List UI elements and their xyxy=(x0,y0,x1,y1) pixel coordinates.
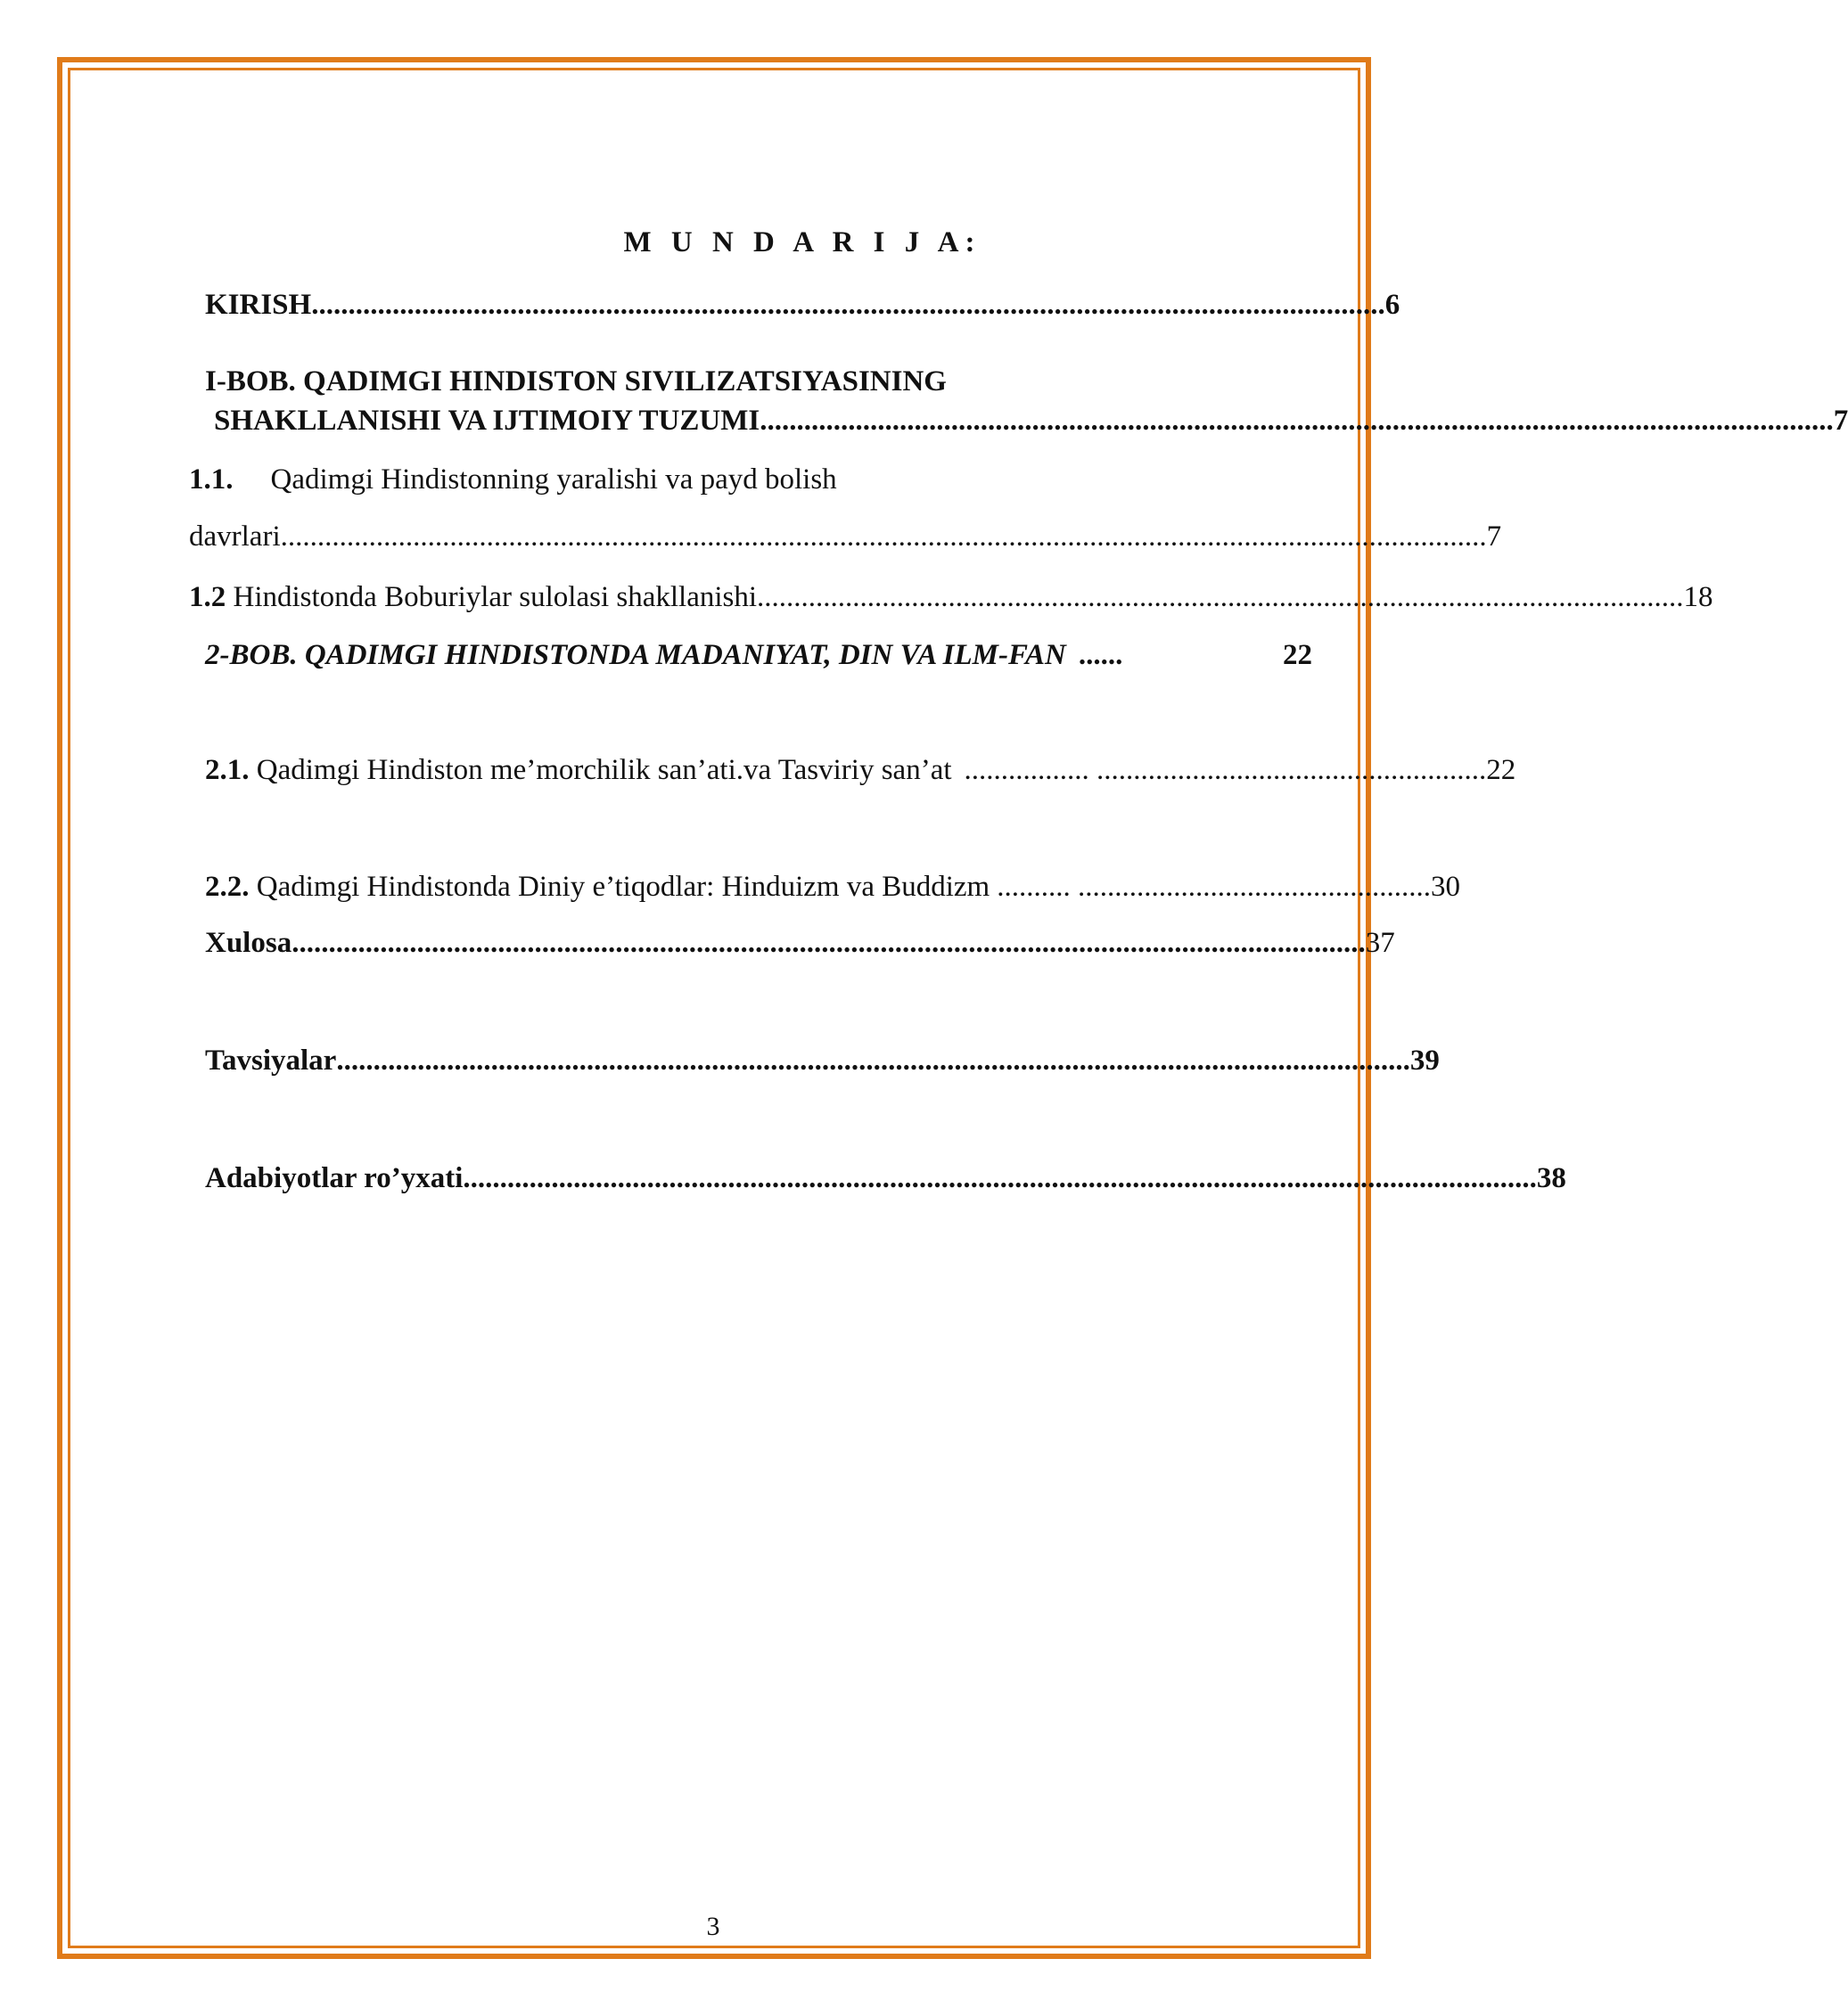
toc-entry-kirish[interactable] xyxy=(205,287,1400,323)
dot-leader: .................................................................................................................................................................... xyxy=(280,520,1487,553)
toc-entry-1-1-line2[interactable] xyxy=(189,519,1502,554)
dot-leader: .................................................................................................................................................. xyxy=(463,1162,1537,1194)
toc-entry-label: Adabiyotlar ro’yxati xyxy=(205,1162,464,1194)
toc-entry-label: davrlari xyxy=(189,520,281,553)
section-number: 1.1. xyxy=(189,463,234,496)
toc-entry-label: Xulosa xyxy=(205,927,292,959)
toc-entry-label: Tavsiyalar xyxy=(205,1045,337,1077)
toc-page-ref: 22 xyxy=(1283,639,1312,671)
toc-page-ref: 30 xyxy=(1430,871,1460,903)
toc-entry-tavsiyalar[interactable] xyxy=(205,1043,1440,1078)
dot-leader: ...... xyxy=(1078,639,1123,671)
page-number: 3 xyxy=(706,1912,720,1941)
toc-entry-label: SHAKLLANISHI VA IJTIMOIY TUZUMI xyxy=(214,405,760,437)
section-title: Qadimgi Hindistonning yaralishi va payd bolish xyxy=(270,463,837,496)
toc-entry-1-2[interactable] xyxy=(189,579,1713,615)
toc-entry-xulosa[interactable] xyxy=(205,925,1395,961)
toc-page-ref: 22 xyxy=(1486,754,1516,786)
toc-entry-label: 2-BOB. QADIMGI HINDISTONDA MADANIYAT, DIN VA ILM-FAN xyxy=(205,639,1066,671)
dot-leader: .................................................................................................................................................. xyxy=(311,289,1385,321)
toc-entry-adabiyotlar[interactable] xyxy=(205,1160,1566,1196)
toc-page-ref: 7 xyxy=(1833,405,1848,437)
toc-page-ref: 18 xyxy=(1683,581,1713,613)
dot-leader: .......... ................................................ xyxy=(997,871,1431,903)
toc-chapter1-line1[interactable]: I-BOB. QADIMGI HINDISTON SIVILIZATSIYASINING xyxy=(205,365,947,397)
toc-page-ref: 6 xyxy=(1384,289,1400,321)
dot-leader: .................................................................................................................................................. xyxy=(336,1045,1410,1077)
toc-entry-chapter2[interactable] xyxy=(205,637,1312,673)
dot-leader: .................................................................................................................................................. xyxy=(760,405,1834,437)
toc-page-ref: 39 xyxy=(1409,1045,1440,1077)
section-title: Qadimgi Hindiston me’morchilik san’ati.va Tasviriy san’at xyxy=(249,754,952,786)
toc-page-ref: 7 xyxy=(1486,520,1502,553)
dot-leader: .............................................................................................................................. xyxy=(757,581,1684,613)
toc-entry-chapter1[interactable] xyxy=(214,403,1848,438)
toc-entry-2-1[interactable] xyxy=(205,752,1516,788)
toc-page-ref: 38 xyxy=(1536,1162,1566,1194)
toc-page-ref: 37 xyxy=(1365,927,1395,959)
dot-leader: ................. ..................................................... xyxy=(964,754,1487,786)
toc-title: M U N D A R I J A: xyxy=(623,226,981,258)
toc-entry-2-2[interactable] xyxy=(205,869,1460,905)
section-number: 2.2. xyxy=(205,871,250,903)
toc-entry-1-1-line1[interactable] xyxy=(189,462,837,497)
page-border-inner xyxy=(68,68,1360,1948)
section-title: Hindistonda Boburiylar sulolasi shakllanishi xyxy=(226,581,758,613)
section-number: 2.1. xyxy=(205,754,250,786)
toc-entry-label: KIRISH xyxy=(205,289,312,321)
section-number: 1.2 xyxy=(189,581,226,613)
section-title: Qadimgi Hindistonda Diniy e’tiqodlar: Hinduizm va Buddizm xyxy=(249,871,990,903)
dot-leader: .................................................................................................................................................. xyxy=(292,927,1366,959)
